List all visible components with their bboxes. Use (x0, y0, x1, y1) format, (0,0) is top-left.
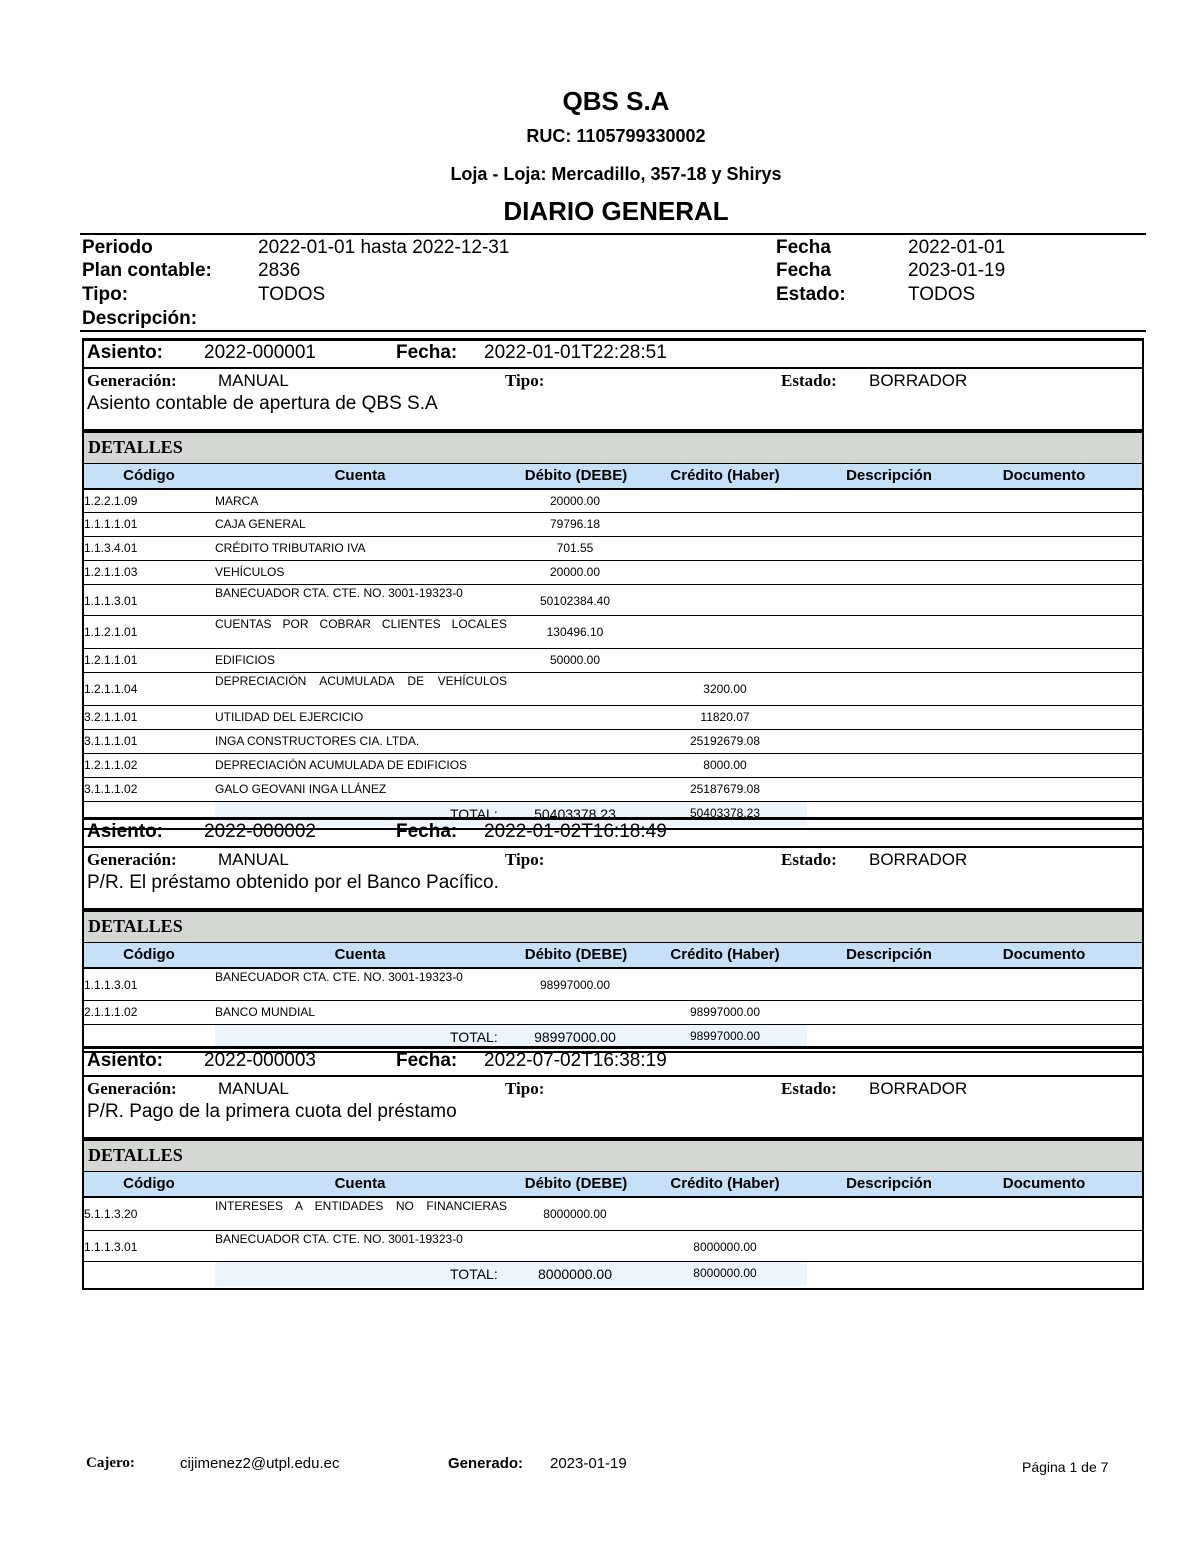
col-credito: Crédito (Haber) (670, 946, 780, 963)
estado-value: TODOS (908, 284, 976, 305)
asiento-label: Asiento: (87, 342, 163, 363)
row-debit: 98997000.00 (539, 978, 611, 992)
col-credito: Crédito (Haber) (670, 1175, 780, 1192)
row-code: 1.2.1.1.02 (84, 758, 138, 772)
row-credit: 8000.00 (703, 758, 747, 772)
row-code: 5.1.1.3.20 (84, 1207, 138, 1221)
estado-value: BORRADOR (869, 371, 968, 390)
row-debit: 130496.10 (546, 625, 604, 639)
details-column-headers (84, 1172, 1142, 1198)
row-debit: 8000000.00 (543, 1207, 607, 1221)
estado-value: BORRADOR (869, 1079, 968, 1098)
entry-info (84, 848, 1142, 910)
details-column-headers (84, 943, 1142, 969)
journal-entry (82, 1046, 1144, 1290)
details-column-headers (84, 464, 1142, 490)
total-credit: 98997000.00 (689, 1029, 761, 1043)
table-row (84, 585, 1142, 616)
header-rule (80, 233, 1146, 235)
generacion-value: MANUAL (218, 850, 289, 869)
entry-header (84, 1049, 1142, 1077)
estado-label: Estado: (776, 284, 846, 305)
tipo-label: Tipo: (505, 371, 545, 390)
col-documento: Documento (1002, 946, 1086, 963)
col-credito: Crédito (Haber) (670, 467, 780, 484)
company-name: QBS S.A (562, 86, 670, 116)
detalles-header (84, 910, 1142, 943)
entry-header (84, 341, 1142, 369)
row-account: DEPRECIACIÓN ACUMULADA DE VEHÍCULOS (215, 674, 507, 688)
fecha-desde-value: 2022-01-01 (908, 237, 1006, 258)
entry-info (84, 369, 1142, 431)
fecha-label: Fecha: (396, 1050, 458, 1071)
asiento-number: 2022-000002 (204, 821, 316, 842)
plan-label: Plan contable: (82, 260, 212, 281)
entry-description: P/R. Pago de la primera cuota del préstamo (87, 1101, 457, 1122)
asiento-date: 2022-07-02T16:38:19 (484, 1050, 667, 1071)
row-account: MARCA (215, 494, 259, 508)
col-codigo: Código (123, 1175, 175, 1192)
table-row (84, 673, 1142, 706)
periodo-value: 2022-01-01 hasta 2022-12-31 (258, 237, 510, 258)
row-credit: 3200.00 (703, 682, 747, 696)
row-code: 1.1.3.4.01 (84, 541, 138, 555)
row-account: CAJA GENERAL (215, 517, 306, 531)
asiento-date: 2022-01-01T22:28:51 (484, 342, 667, 363)
row-account: BANCO MUNDIAL (215, 1005, 316, 1019)
report-title: DIARIO GENERAL (503, 196, 729, 226)
totals-row (84, 1262, 1142, 1290)
row-code: 1.1.1.3.01 (84, 594, 138, 608)
entry-info (84, 1077, 1142, 1139)
generacion-label: Generación: (87, 371, 177, 390)
journal-entry (82, 817, 1144, 1053)
col-debito: Débito (DEBE) (524, 1175, 628, 1192)
detalles-label: DETALLES (88, 437, 183, 457)
detalles-label: DETALLES (88, 1145, 183, 1165)
row-code: 1.1.2.1.01 (84, 625, 138, 639)
col-codigo: Código (123, 467, 175, 484)
col-cuenta: Cuenta (334, 467, 386, 484)
asiento-label: Asiento: (87, 1050, 163, 1071)
total-label: TOTAL: (450, 1266, 498, 1282)
row-credit: 8000000.00 (693, 1240, 757, 1254)
row-code: 1.2.1.1.04 (84, 682, 138, 696)
row-account: VEHÍCULOS (215, 565, 285, 579)
cajero-label: Cajero: (86, 1455, 135, 1471)
row-code: 1.2.1.1.01 (84, 653, 138, 667)
filters-rule (80, 330, 1146, 332)
row-account: INTERESES A ENTIDADES NO FINANCIERAS (215, 1199, 507, 1213)
estado-label: Estado: (781, 1079, 837, 1098)
generacion-label: Generación: (87, 1079, 177, 1098)
table-row (84, 778, 1142, 802)
generacion-label: Generación: (87, 850, 177, 869)
estado-value: BORRADOR (869, 850, 968, 869)
company-ruc: RUC: 1105799330002 (526, 126, 706, 146)
row-debit: 50000.00 (549, 653, 601, 667)
table-row (84, 754, 1142, 778)
generado-label: Generado: (448, 1455, 524, 1472)
row-debit: 20000.00 (549, 494, 601, 508)
row-debit: 20000.00 (549, 565, 601, 579)
row-debit: 79796.18 (549, 517, 601, 531)
tipo-label: Tipo: (505, 1079, 545, 1098)
row-account: INGA CONSTRUCTORES CIA. LTDA. (215, 734, 420, 748)
col-cuenta: Cuenta (334, 1175, 386, 1192)
row-account: CRÉDITO TRIBUTARIO IVA (215, 541, 366, 555)
generacion-value: MANUAL (218, 1079, 289, 1098)
total-debit: 98997000.00 (534, 1029, 616, 1045)
detalles-header (84, 431, 1142, 464)
row-code: 1.2.2.1.09 (84, 494, 138, 508)
cajero-value: cijimenez2@utpl.edu.ec (180, 1455, 340, 1472)
table-row (84, 649, 1142, 673)
row-code: 1.1.1.3.01 (84, 978, 138, 992)
page-number: Página 1 de 7 (1022, 1459, 1109, 1475)
total-credit: 8000000.00 (693, 1266, 757, 1280)
table-row (84, 616, 1142, 649)
total-label: TOTAL: (450, 1029, 498, 1045)
detalles-label: DETALLES (88, 916, 183, 936)
generacion-value: MANUAL (218, 371, 289, 390)
entry-header (84, 820, 1142, 848)
row-credit: 25192679.08 (689, 734, 761, 748)
row-code: 2.1.1.1.02 (84, 1005, 138, 1019)
entry-description: Asiento contable de apertura de QBS S.A (87, 393, 438, 414)
table-row (84, 706, 1142, 730)
total-debit: 8000000.00 (538, 1266, 612, 1282)
fecha-desde-label: Fecha (776, 237, 831, 258)
table-row (84, 537, 1142, 561)
tipo-label: Tipo: (82, 284, 129, 305)
table-row (84, 730, 1142, 754)
row-code: 3.1.1.1.01 (84, 734, 138, 748)
periodo-label: Periodo (82, 237, 153, 258)
tipo-label: Tipo: (505, 850, 545, 869)
generado-value: 2023-01-19 (550, 1455, 627, 1472)
table-row (84, 969, 1142, 1001)
asiento-label: Asiento: (87, 821, 163, 842)
row-account: EDIFICIOS (215, 653, 276, 667)
row-code: 3.1.1.1.02 (84, 782, 138, 796)
row-code: 1.1.1.1.01 (84, 517, 138, 531)
descripcion-label: Descripción: (82, 308, 198, 329)
asiento-date: 2022-01-02T16:18:49 (484, 821, 667, 842)
col-documento: Documento (1002, 467, 1086, 484)
entry-description: P/R. El préstamo obtenido por el Banco Pacífico. (87, 872, 499, 893)
tipo-value: TODOS (258, 284, 326, 305)
row-code: 1.2.1.1.03 (84, 565, 138, 579)
total-debit: 50403378.23 (534, 806, 616, 822)
col-descripcion: Descripción (846, 467, 932, 484)
total-label: TOTAL: (450, 806, 498, 822)
estado-label: Estado: (781, 371, 837, 390)
table-row (84, 1001, 1142, 1025)
journal-entry (82, 338, 1144, 830)
asiento-number: 2022-000001 (204, 342, 316, 363)
col-cuenta: Cuenta (334, 946, 386, 963)
row-credit: 98997000.00 (689, 1005, 761, 1019)
detalles-header (84, 1139, 1142, 1172)
company-address: Loja - Loja: Mercadillo, 357-18 y Shirys (450, 164, 782, 184)
row-account: DEPRECIACIÓN ACUMULADA DE EDIFICIOS (215, 758, 468, 772)
table-row (84, 513, 1142, 537)
col-descripcion: Descripción (846, 946, 932, 963)
asiento-number: 2022-000003 (204, 1050, 316, 1071)
col-debito: Débito (DEBE) (524, 946, 628, 963)
table-row (84, 561, 1142, 585)
row-account: BANECUADOR CTA. CTE. NO. 3001-19323-0 (215, 970, 463, 984)
plan-value: 2836 (258, 260, 301, 281)
fecha-hasta-value: 2023-01-19 (908, 260, 1006, 281)
row-code: 1.1.1.3.01 (84, 1240, 138, 1254)
row-code: 3.2.1.1.01 (84, 710, 138, 724)
row-account: GALO GEOVANI INGA LLÁNEZ (215, 782, 387, 796)
row-account: UTILIDAD DEL EJERCICIO (215, 710, 364, 724)
col-debito: Débito (DEBE) (524, 467, 628, 484)
fecha-hasta-label: Fecha (776, 260, 831, 281)
row-debit: 50102384.40 (539, 594, 611, 608)
row-account: CUENTAS POR COBRAR CLIENTES LOCALES (215, 617, 507, 631)
row-debit: 701.55 (556, 541, 594, 555)
table-row (84, 490, 1142, 513)
total-credit: 50403378.23 (689, 806, 761, 820)
row-credit: 11820.07 (700, 710, 750, 724)
fecha-label: Fecha: (396, 821, 458, 842)
fecha-label: Fecha: (396, 342, 458, 363)
col-documento: Documento (1002, 1175, 1086, 1192)
row-account: BANECUADOR CTA. CTE. NO. 3001-19323-0 (215, 586, 463, 600)
table-row (84, 1231, 1142, 1262)
table-row (84, 1198, 1142, 1231)
estado-label: Estado: (781, 850, 837, 869)
row-credit: 25187679.08 (689, 782, 761, 796)
col-codigo: Código (123, 946, 175, 963)
row-account: BANECUADOR CTA. CTE. NO. 3001-19323-0 (215, 1232, 463, 1246)
col-descripcion: Descripción (846, 1175, 932, 1192)
